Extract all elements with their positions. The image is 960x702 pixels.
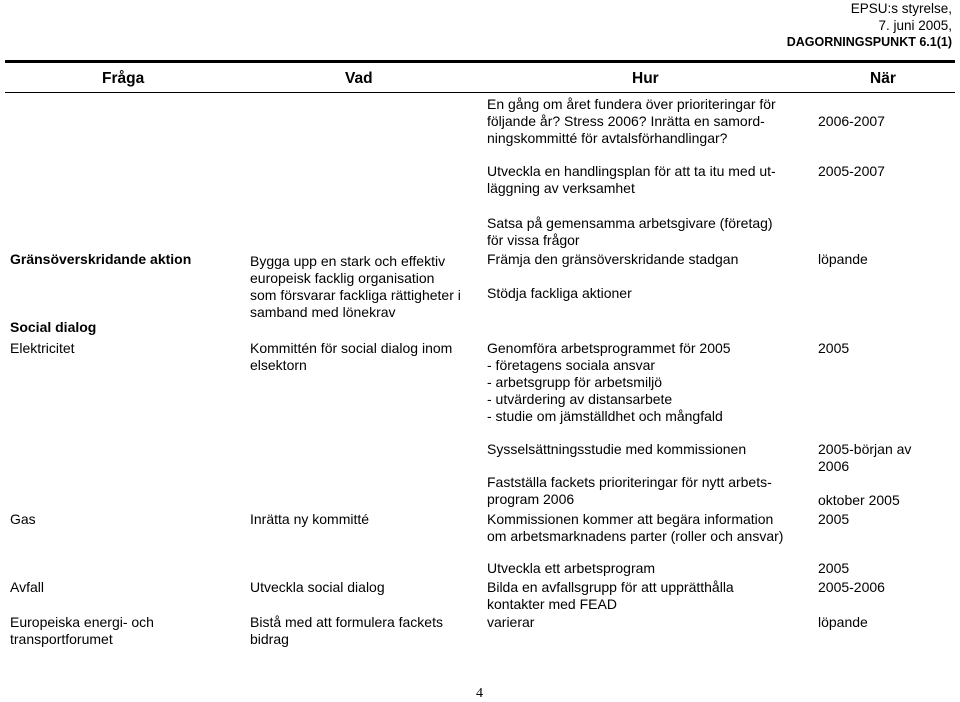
text-line: om arbetsmarknadens parter (roller och ansvar) <box>487 528 784 544</box>
text-line: kontakter med FEAD <box>487 596 617 612</box>
hur-stodja-fackliga-aktioner: Stödja fackliga aktioner <box>487 285 632 301</box>
vad-elektricitet <box>250 340 452 374</box>
column-header-vad: Vad <box>345 70 373 87</box>
fraga-gransoverskridande-aktion: Gränsöverskridande aktion <box>10 251 192 267</box>
hur-utveckla-arbetsprogram: Utveckla ett arbetsprogram <box>487 560 656 576</box>
text-line: 2006 <box>818 458 850 474</box>
nar-gas: 2005 <box>818 511 850 527</box>
text-line: Bygga upp en stark och effektiv <box>250 253 446 269</box>
vad-gas: Inrätta ny kommitté <box>250 511 370 527</box>
nar-sysselsattningsstudie <box>818 441 911 475</box>
text-line: transportforumet <box>10 631 113 647</box>
text-line: Utveckla en handlingsplan för att ta itu med ut- <box>487 163 776 179</box>
text-line: elsektorn <box>250 357 307 373</box>
hur-gas <box>487 511 783 545</box>
text-line: Bistå med att formulera fackets <box>250 614 443 630</box>
hur-arbetsprogrammet <box>487 340 731 425</box>
text-line: - utvärdering av distansarbete <box>487 391 673 407</box>
text-line: Genomföra arbetsprogrammet för 2005 <box>487 340 731 356</box>
nar-utveckla-arbetsprogram: 2005 <box>818 560 850 576</box>
text-line: En gång om året fundera över prioriteringar för <box>487 96 776 112</box>
header-rule-bottom <box>5 92 955 93</box>
hur-avfall <box>487 579 734 613</box>
column-header-hur: Hur <box>632 70 659 87</box>
text-line: - studie om jämställdhet och mångfald <box>487 408 723 424</box>
nar-avfall: 2005-2006 <box>818 579 885 595</box>
fraga-elektricitet: Elektricitet <box>10 340 75 356</box>
fraga-europeiska-forumet <box>10 614 154 648</box>
header-agenda-number: 6.1(1) <box>919 35 952 49</box>
header-agenda-label: DAGORNINGSPUNKT <box>786 35 916 49</box>
header-line-3 <box>787 34 952 51</box>
fraga-avfall: Avfall <box>10 579 44 595</box>
fraga-gas: Gas <box>10 511 36 527</box>
header-line-2: 7. juni 2005, <box>878 18 952 33</box>
text-line: program 2006 <box>487 491 575 507</box>
text-line: Bilda en avfallsgrupp för att upprätthålla <box>487 579 734 595</box>
text-line: bidrag <box>250 631 289 647</box>
text-line: som försvarar fackliga rättigheter i <box>250 287 461 303</box>
text-line: - arbetsgrupp för arbetsmiljö <box>487 374 663 390</box>
text-line: för vissa frågor <box>487 232 580 248</box>
vad-europeiska-forumet <box>250 614 443 648</box>
text-line: samband med lönekrav <box>250 304 396 320</box>
nar-prioriteringar: 2006-2007 <box>818 113 885 129</box>
text-line: Satsa på gemensamma arbetsgivare (företag) <box>487 215 773 231</box>
text-line: europeisk facklig organisation <box>250 270 435 286</box>
text-line: Europeiska energi- och <box>10 614 154 630</box>
nar-elektricitet: 2005 <box>818 340 850 356</box>
nar-gransoverskridande: löpande <box>818 251 868 267</box>
header-rule-top <box>5 60 955 63</box>
hur-prioriteringar <box>487 96 776 147</box>
hur-europeiska-forumet: varierar <box>487 614 535 630</box>
document-header <box>787 0 952 51</box>
hur-faststalla-prioriteringar <box>487 474 772 508</box>
hur-sysselsattningsstudie: Sysselsättningsstudie med kommissionen <box>487 441 747 457</box>
text-line: ningskommitté för avtalsförhandlingar? <box>487 130 728 146</box>
hur-gemensamma-arbetsgivare <box>487 215 773 249</box>
vad-gransoverskridande-aktion <box>250 253 461 321</box>
text-line: - företagens sociala ansvar <box>487 357 656 373</box>
text-line: följande år? Stress 2006? Inrätta en samord- <box>487 113 765 129</box>
vad-avfall: Utveckla social dialog <box>250 579 385 595</box>
text-line: Kommittén för social dialog inom <box>250 340 453 356</box>
nar-europeiska-forumet: löpande <box>818 614 868 630</box>
nar-handlingsplan: 2005-2007 <box>818 163 885 179</box>
text-line: 2005-början av <box>818 441 912 457</box>
nar-faststalla: oktober 2005 <box>818 492 900 508</box>
column-header-nar: När <box>870 70 896 87</box>
fraga-social-dialog: Social dialog <box>10 319 97 335</box>
text-line: Kommissionen kommer att begära information <box>487 511 774 527</box>
header-line-1: EPSU:s styrelse, <box>850 1 952 16</box>
hur-gransoverskridande-stadgan: Främja den gränsöverskridande stadgan <box>487 251 739 267</box>
hur-handlingsplan <box>487 163 776 197</box>
column-header-fraga: Fråga <box>102 70 145 87</box>
text-line: Fastställa fackets prioriteringar för nytt arbets- <box>487 474 772 490</box>
page-number: 4 <box>476 686 483 701</box>
text-line: läggning av verksamhet <box>487 180 635 196</box>
